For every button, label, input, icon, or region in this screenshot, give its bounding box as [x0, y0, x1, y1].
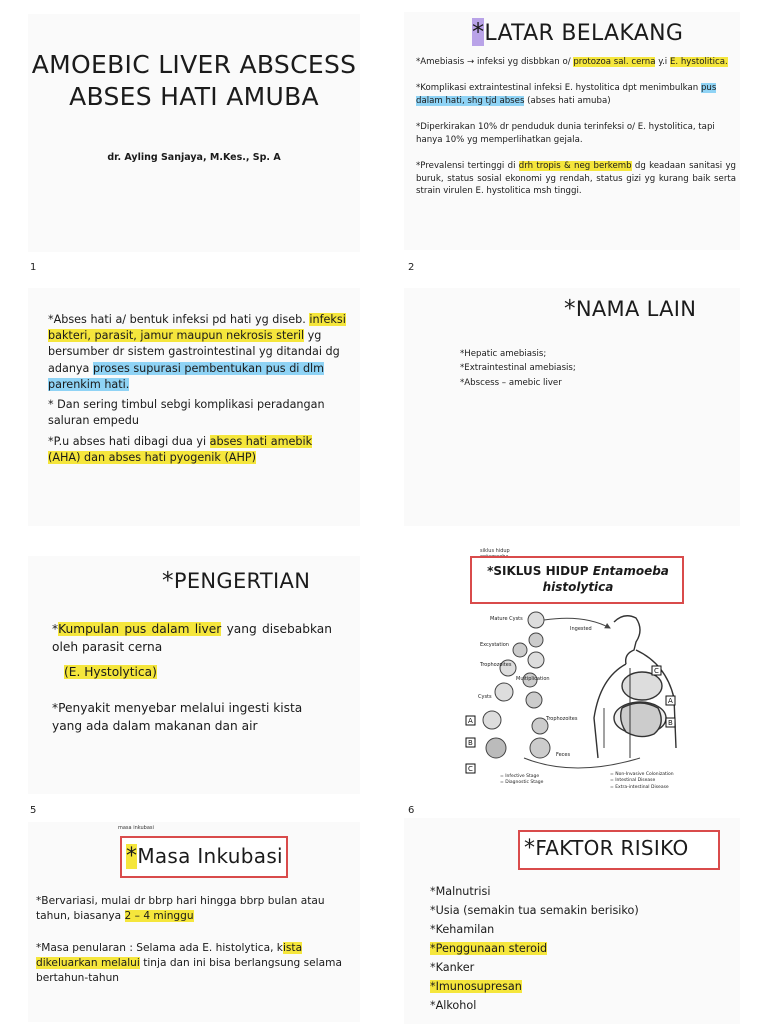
- slide-6-tiny-label: siklus hidup: [480, 548, 510, 554]
- slide-5: [28, 556, 360, 794]
- svg-text:A: A: [668, 697, 673, 705]
- slide-2-bullet-2: *Komplikasi extraintestinal infeksi E. hystolitica dpt menimbulkan pus dalam hati, shg tjd abses (abses hati amuba): [416, 83, 717, 106]
- slide-2-bullet-3: *Diperkirakan 10% dr penduduk dunia terinfeksi o/ E. hystolitica, tapi hanya 10% yg memperlihatkan gejala.: [416, 122, 715, 145]
- life-cycle-diagram: [404, 608, 740, 794]
- svg-text:A: A: [468, 717, 473, 725]
- slide-number-1: 1: [30, 262, 37, 273]
- slide-7-title: *Masa Inkubasi: [126, 844, 283, 869]
- bullet-star-icon: *: [126, 844, 138, 869]
- slide-2-bullet-1: *Amebiasis → infeksi yg disbbkan o/ protozoa sal. cerna y.i E. hystolitica.: [416, 57, 728, 67]
- slide-7-title-box: [120, 836, 288, 878]
- label-mature-cysts: Mature Cysts: [490, 616, 523, 622]
- slide-2: [404, 12, 740, 250]
- svg-text:B: B: [468, 739, 473, 747]
- legend-right: [610, 772, 674, 791]
- slide-4: [404, 288, 740, 526]
- legend-a: = Non-Invasive Colonization: [610, 772, 674, 777]
- slide-2-bullet-4: *Prevalensi tertinggi di drh tropis & neg berkemb dg keadaan sanitasi yg buruk, status sosial ekonomi yg rendah, status gizi yg kurang baik serta strain virulen E. hystolitica msh tinggi.: [416, 161, 736, 197]
- svg-text:B: B: [668, 719, 673, 727]
- list-item: *Malnutrisi: [430, 885, 491, 898]
- slide-2-title: *LATAR BELAKANG: [472, 18, 684, 46]
- slide-7: [28, 822, 360, 1022]
- list-item: *Penggunaan steroid: [430, 942, 548, 956]
- bullet-star-icon: *: [162, 568, 174, 594]
- slide-8-title: *FAKTOR RISIKO: [524, 836, 689, 861]
- label-multiplication: Multiplication: [516, 676, 550, 682]
- slide-7-bullet-2: *Masa penularan : Selama ada E. histolytica, kista dikeluarkan melalui tinja dan ini bisa berlangsung selama bertahun-tahun: [36, 941, 342, 985]
- list-item: *Abscess – amebic liver: [460, 377, 562, 388]
- legend-b: = Intestinal Disease: [610, 778, 656, 784]
- label-ingested: Ingested: [570, 626, 592, 632]
- svg-text:C: C: [654, 667, 659, 675]
- list-item: *Extraintestinal amebiasis;: [460, 363, 576, 374]
- slide-3-bullet-2: * Dan sering timbul sebgi komplikasi peradangan saluran empedu: [48, 398, 325, 428]
- slide-number-5: 5: [30, 805, 37, 816]
- slide-8: [404, 818, 740, 1024]
- legend-c: = Extra-intestinal Disease: [610, 784, 669, 790]
- list-item: *Kehamilan: [430, 923, 495, 937]
- slide-3-body: [48, 312, 348, 466]
- slide-6: [404, 546, 740, 796]
- slide-1-author: dr. Ayling Sanjaya, M.Kes., Sp. A: [107, 152, 281, 163]
- label-cysts: Cysts: [478, 694, 492, 700]
- slide-1-title-line1: AMOEBIC LIVER ABSCESS: [31, 50, 357, 79]
- label-excystation: Excystation: [480, 642, 509, 648]
- slide-5-body: [52, 620, 332, 735]
- slide-8-list: [430, 882, 639, 1015]
- label-trophozoites: Trophozoites: [480, 662, 512, 668]
- slide-6-title: *SIKLUS HIDUP Entamoeba histolytica: [487, 564, 669, 594]
- bullet-star-icon: *: [564, 296, 576, 322]
- slide-5-bullet-1: *Kumpulan pus dalam liver yang disebabkan oleh parasit cerna: [52, 622, 332, 655]
- slide-5-bullet-1-cont: (E. Hystolytica): [64, 664, 157, 679]
- slide-3: [28, 288, 360, 526]
- slide-7-tiny-label: masa inkubasi: [118, 825, 154, 831]
- list-item: *Kanker: [430, 961, 475, 975]
- list-item: *Imunosupresan: [430, 980, 522, 994]
- slide-number-2: 2: [408, 262, 415, 273]
- legend-left: [500, 774, 543, 787]
- legend-diagnostic: = Diagnostic Stage: [500, 780, 544, 786]
- legend-infective: = Infective Stage: [500, 774, 540, 779]
- slide-5-title: *PENGERTIAN: [162, 568, 311, 594]
- label-trophozoites-2: Trophozoites: [546, 716, 578, 722]
- slide-3-bullet-1: *Abses hati a/ bentuk infeksi pd hati yg diseb. infeksi bakteri, parasit, jamur maupun nekrosis steril yg bersumber dr sistem gastrointestinal yg ditandai dg adanya proses supurasi pembentukan pus di dlm parenkim hati.: [48, 313, 346, 391]
- svg-text:C: C: [468, 765, 473, 773]
- slide-8-title-box: [518, 830, 720, 870]
- slide-1: [28, 14, 360, 252]
- bullet-star-icon: *: [524, 836, 536, 861]
- slide-2-body: [416, 56, 736, 198]
- bullet-star-icon: *: [472, 18, 485, 46]
- slide-5-bullet-2: *Penyakit menyebar melalui ingesti kista yang ada dalam makanan dan air: [52, 700, 303, 734]
- slide-4-title: *NAMA LAIN: [564, 296, 697, 322]
- label-feces: Feces: [556, 752, 571, 758]
- slide-7-body: [36, 894, 354, 987]
- slide-6-title-box: [470, 556, 684, 604]
- slide-4-list: [460, 348, 576, 389]
- list-item: *Alkohol: [430, 999, 477, 1013]
- slide-number-6: 6: [408, 805, 415, 816]
- slide-1-title-line2: ABSES HATI AMUBA: [69, 82, 319, 111]
- slide-3-bullet-3: *P.u abses hati dibagi dua yi abses hati amebik (AHA) dan abses hati pyogenik (AHP): [48, 434, 313, 464]
- list-item: *Hepatic amebiasis;: [460, 349, 547, 359]
- list-item: *Usia (semakin tua semakin berisiko): [430, 904, 639, 918]
- slide-7-bullet-1: *Bervariasi, mulai dr bbrp hari hingga bbrp bulan atau tahun, biasanya 2 – 4 minggu: [36, 895, 325, 923]
